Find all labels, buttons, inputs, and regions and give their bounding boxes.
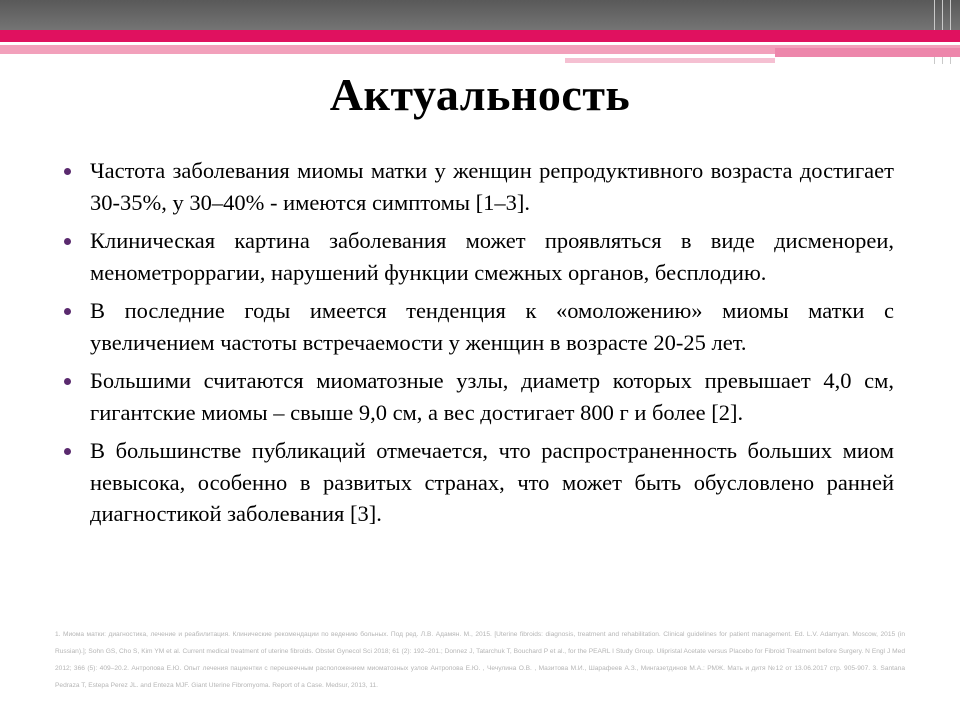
slide-title: Актуальность xyxy=(329,69,631,120)
bullet-item xyxy=(62,365,894,428)
header-pink-band xyxy=(0,30,960,42)
bullet-text: Частота заболевания миомы матки у женщин репродуктивного возраста достигает 30-35%, у 30–40% - имеются симптомы [1–3]. xyxy=(90,158,894,215)
bullet-text: В последние годы имеется тенденция к «омоложению» миомы матки с увеличением частоты встречаемости у женщин в возрасте 20-25 лет. xyxy=(90,298,894,355)
bullet-item xyxy=(62,435,894,530)
bullet-item xyxy=(62,295,894,358)
bullet-list xyxy=(62,155,894,537)
bullet-dot-icon xyxy=(64,448,71,455)
bullet-item xyxy=(62,155,894,218)
bullet-dot-icon xyxy=(64,308,71,315)
bullet-item xyxy=(62,225,894,288)
bullet-dot-icon xyxy=(64,378,71,385)
references-footnote: 1. Миома матки: диагностика, лечение и реабилитация. Клинические рекомендации по ведению больных. Под ред. Л.В. Адамян. М., 2015. [Uterine fibroids: diagnosis, treatment and rehabilitation. Clinical guidelines for patient management. Ed. L.V. Adamyan. Moscow, 2015 (in Russian).]; Sohn GS, Cho S, Kim YM et al. Current medical treatment of uterine fibroids. Obstet Gynecol Sci 2018; 61 (2): 192–201.; Donnez J, Tatarchuk T, Bouchard P et al., for the PEARL I Study Group. Ulipristal Acetate versus Placebo for Fibroid Treatment before Surgery. N Engl J Med 2012; 366 (5): 409–20.2. Антропова Е.Ю. Опыт лечения пациентки с перешеечным расположением миоматозных узлов Антропова Е.Ю. , Чечулина О.В. , Мазитова М.И., Шарафеев А.З., Мингазетдинов М.А.: РМЖ. Мать и дитя №12 от 13.06.2017 стр. 905-907. 3. Santana Pedraza T, Estepa Perez JL. and Enteza MJF. Giant Uterine Fibromyoma. Report of a Case. Medsur, 2013, 11. xyxy=(55,631,905,689)
header-gray-band xyxy=(0,0,960,30)
bullet-text: Большими считаются миоматозные узлы, диаметр которых превышает 4,0 см, гигантские миомы – свыше 9,0 см, а вес достигает 800 г и более [2]. xyxy=(90,368,894,425)
bullet-dot-icon xyxy=(64,238,71,245)
bullet-text: В большинстве публикаций отмечается, что распространенность больших миом невысока, особенно в развитых странах, что может быть обусловлено ранней диагностикой заболевания [3]. xyxy=(90,438,894,526)
header-pink-accent xyxy=(775,48,960,57)
bullet-dot-icon xyxy=(64,168,71,175)
bullet-text: Клиническая картина заболевания может проявляться в виде дисменореи, менометроррагии, нарушений функции смежных органов, бесплодию. xyxy=(90,228,894,285)
header-pink-accent-thin xyxy=(565,58,775,63)
